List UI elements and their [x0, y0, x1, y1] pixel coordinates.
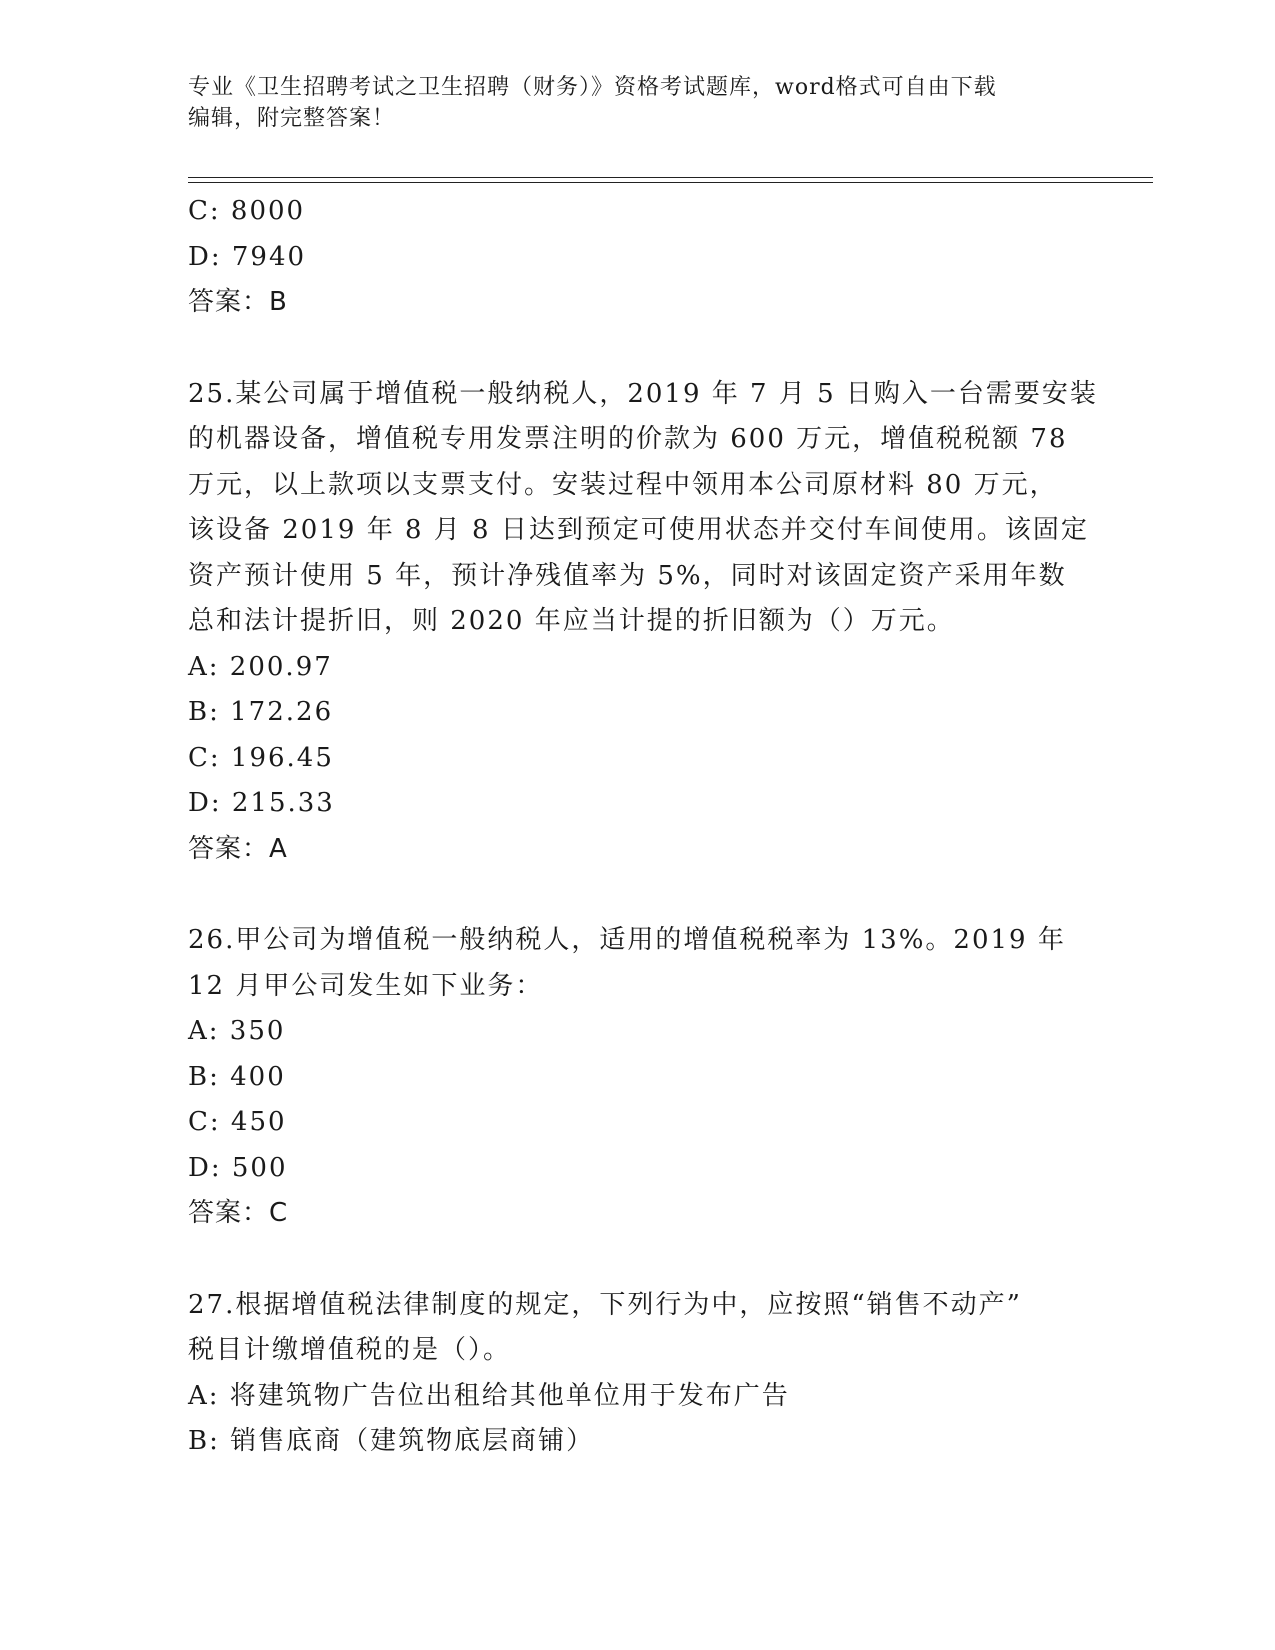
- question-block-prev: [188, 189, 1088, 326]
- question-block-27: [188, 1283, 1088, 1465]
- option-b: B: 400: [188, 1061, 286, 1092]
- option-a: A: 将建筑物广告位出租给其他单位用于发布广告: [188, 1380, 790, 1411]
- question-block-26: [188, 918, 1088, 1237]
- question-stem-line: 资产预计使用 5 年，预计净残值率为 5%，同时对该固定资产采用年数: [188, 560, 1067, 591]
- question-stem-line: 26.甲公司为增值税一般纳税人，适用的增值税税率为 13%。2019 年: [188, 925, 1066, 955]
- question-stem-line: 万元，以上款项以支票支付。安装过程中领用本公司原材料 80 万元，: [188, 469, 1058, 500]
- question-stem-line: 27.根据增值税法律制度的规定，下列行为中，应按照“销售不动产”: [188, 1289, 1022, 1320]
- option-c: C: 450: [188, 1107, 287, 1137]
- page-header: [188, 72, 1068, 134]
- option-c: C: 8000: [188, 196, 306, 226]
- answer-line: 答案：A: [188, 833, 288, 864]
- option-d: D: 215.33: [188, 788, 335, 818]
- question-list: [188, 189, 1098, 1465]
- question-stem-line: 12 月甲公司发生如下业务：: [188, 970, 544, 1001]
- answer-line: 答案：B: [188, 287, 288, 317]
- option-a: A: 350: [188, 1016, 286, 1046]
- spacer: [188, 326, 1088, 372]
- question-stem-line: 的机器设备，增值税专用发票注明的价款为 600 万元，增值税税额 78: [188, 424, 1068, 454]
- header-divider-bottom: [188, 182, 1153, 183]
- option-b: B: 172.26: [188, 697, 334, 727]
- question-block-25: [188, 372, 1098, 873]
- question-stem-line: 税目计缴增值税的是（）。: [188, 1335, 512, 1365]
- header-line-2: 编辑，附完整答案！: [188, 106, 396, 131]
- spacer: [188, 1237, 1088, 1283]
- option-a: A: 200.97: [188, 651, 333, 682]
- header-line-1: 专业《卫生招聘考试之卫生招聘（财务）》资格考试题库，word格式可自由下载: [188, 75, 997, 100]
- option-b: B: 销售底商（建筑物底层商铺）: [188, 1426, 595, 1456]
- option-d: D: 500: [188, 1152, 288, 1183]
- question-stem-line: 总和法计提折旧，则 2020 年应当计提的折旧额为（）万元。: [188, 606, 955, 636]
- question-stem-line: 该设备 2019 年 8 月 8 日达到预定可使用状态并交付车间使用。该固定: [188, 515, 1089, 545]
- question-stem-line: 25.某公司属于增值税一般纳税人，2019 年 7 月 5 日购入一台需要安装: [188, 378, 1098, 409]
- option-c: C: 196.45: [188, 742, 334, 773]
- header-divider-top: [188, 177, 1153, 178]
- spacer: [188, 872, 1088, 918]
- answer-line: 答案：C: [188, 1198, 289, 1228]
- option-d: D: 7940: [188, 241, 307, 272]
